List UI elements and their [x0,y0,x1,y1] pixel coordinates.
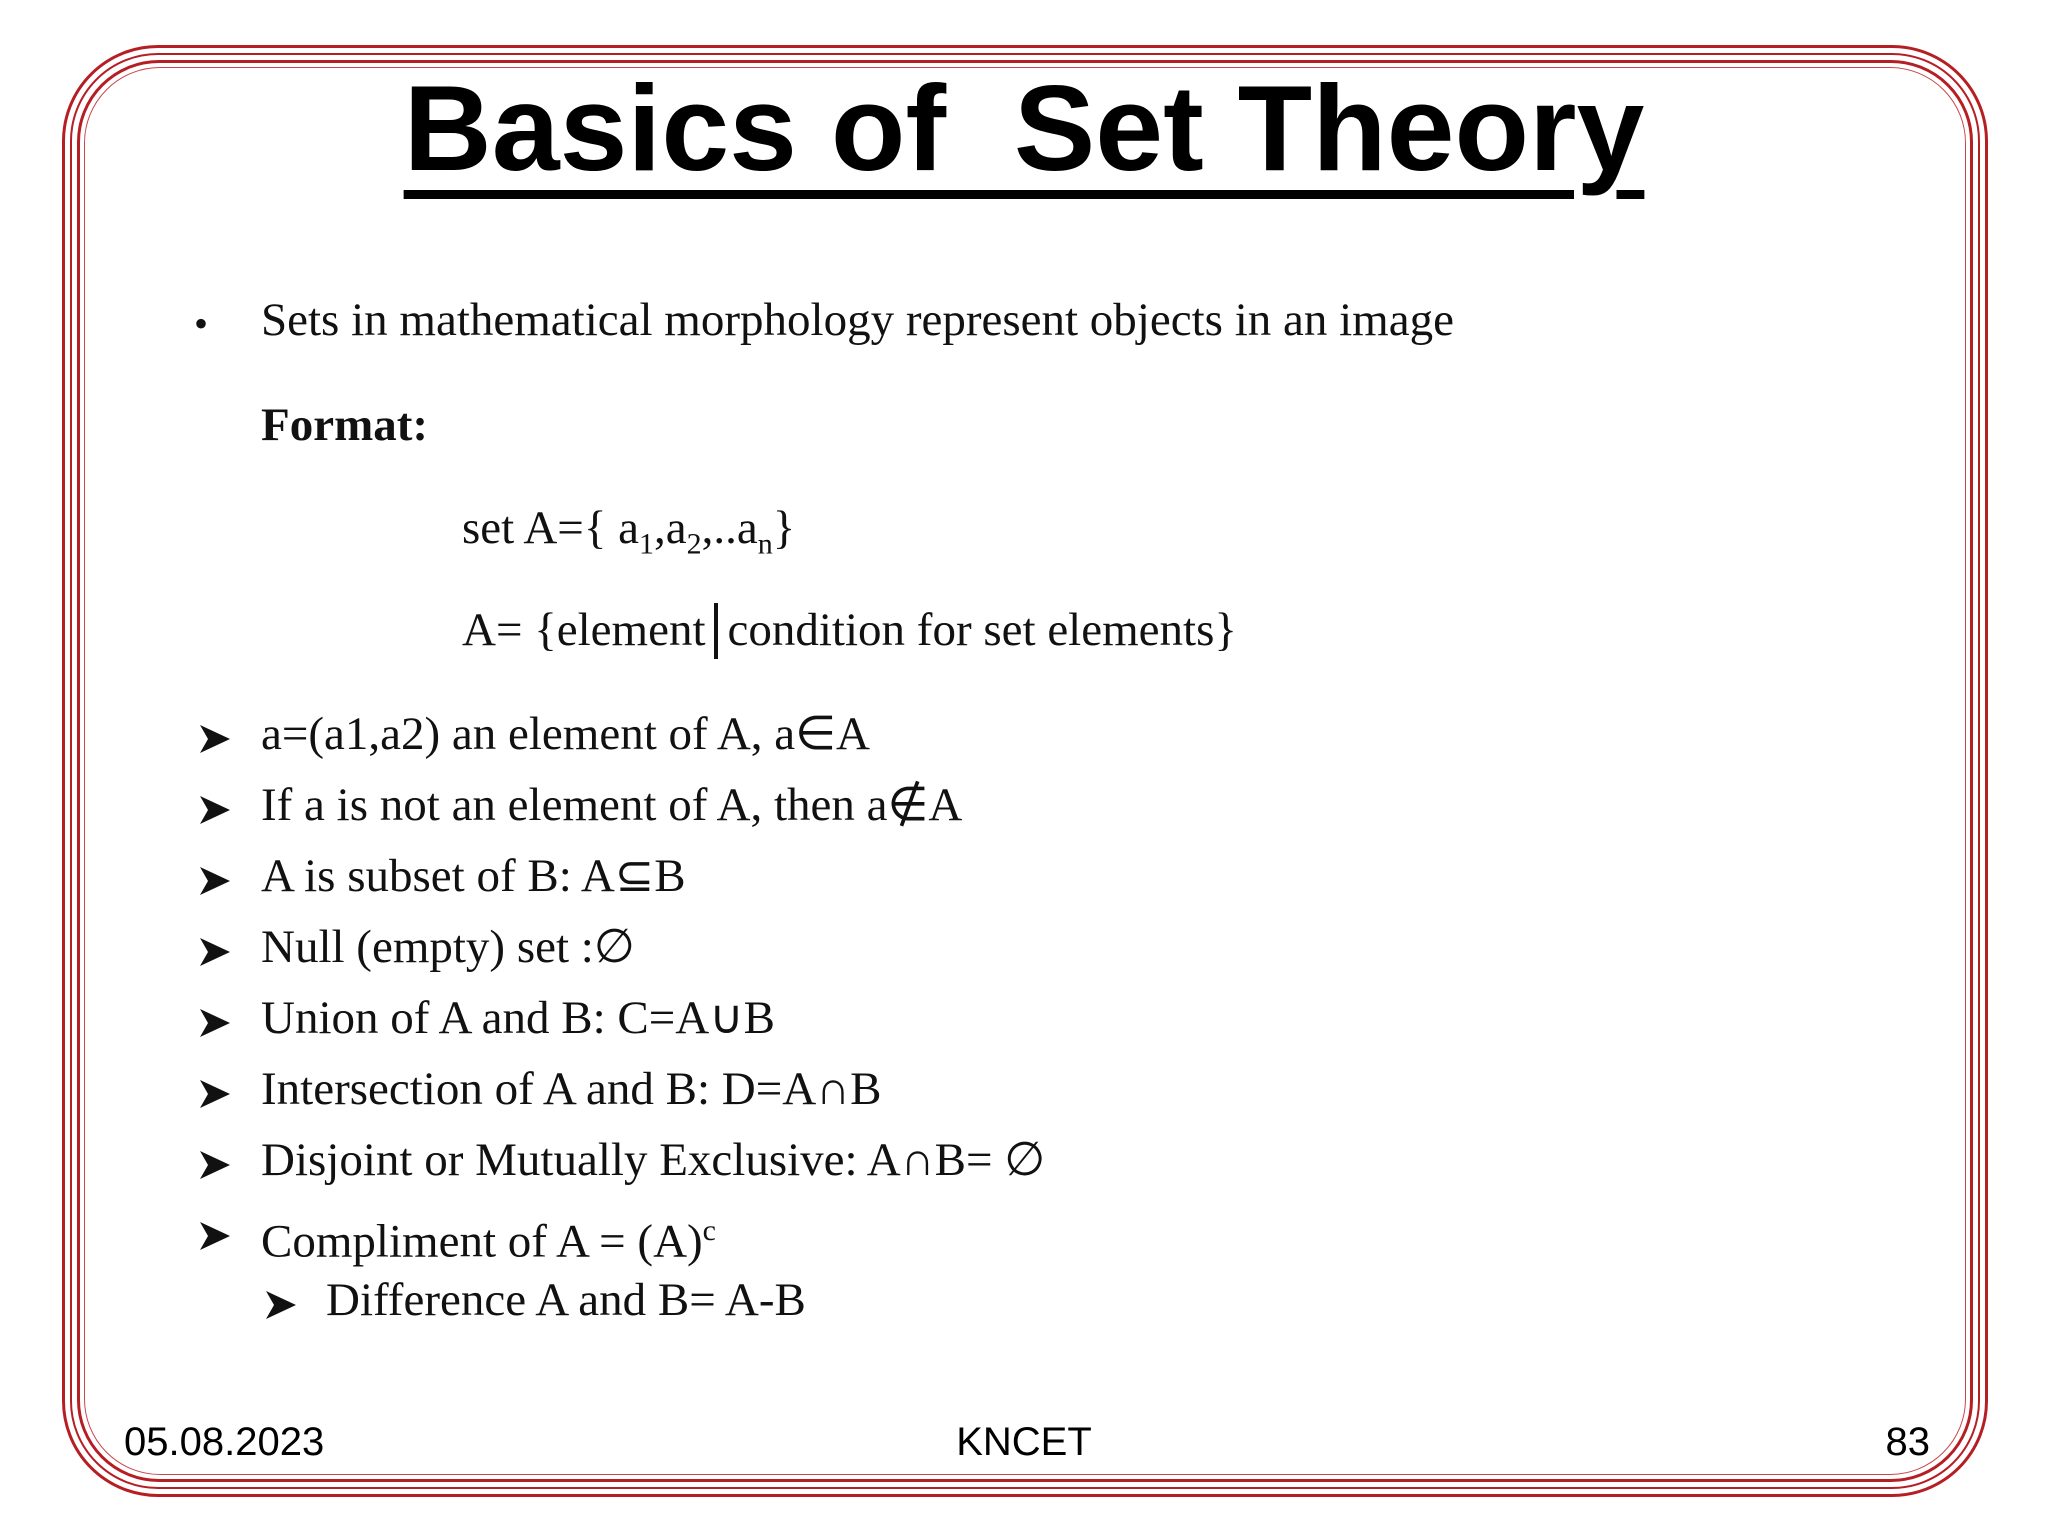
list-item: Disjoint or Mutually Exclusive: A∩B= ∅ [261,1134,1046,1186]
list-item: a=(a1,a2) an element of A, a∈A [261,708,871,760]
format-label: Format: [261,399,429,451]
sub-arrow-bullet-icon [264,1276,310,1332]
arrow-bullet-icon [198,1207,244,1263]
arrow-bullet-icon [198,781,244,837]
list-item: If a is not an element of A, then a∉A [261,779,963,831]
slide-title-container [0,58,2048,198]
footer-page-number: 83 [1885,1420,1930,1464]
arrow-bullet-icon [198,1065,244,1121]
list-item: Null (empty) set :∅ [261,921,635,973]
list-item-compliment: Compliment of $A = (A)^c$ [261,1214,716,1268]
list-item: Union of A and B: C=A∪B [261,992,775,1044]
sub-list-item: Difference A and B= A-B [326,1274,806,1326]
bullet-dot: • [194,301,209,346]
footer-center: KNCET [956,1420,1092,1464]
slide-title: Basics of Set Theory [403,60,1645,196]
arrow-bullet-icon [198,923,244,979]
list-item: A is subset of B: A⊆B [261,850,686,902]
arrow-bullet-icon [198,710,244,766]
intro-text: Sets in mathematical morphology represent objects in an image [261,294,1454,346]
arrow-bullet-icon [198,852,244,908]
formula-set-notation: set A={ $a_1,a_2,..a_n$} [462,502,796,561]
list-item: Intersection of A and B: D=A∩B [261,1063,882,1115]
formula-set-builder: A= {element condition for set elements} [462,602,1237,659]
such-that-bar [714,603,718,659]
arrow-bullet-icon [198,994,244,1050]
arrow-bullet-icon [198,1136,244,1192]
footer-date: 05.08.2023 [124,1420,325,1464]
